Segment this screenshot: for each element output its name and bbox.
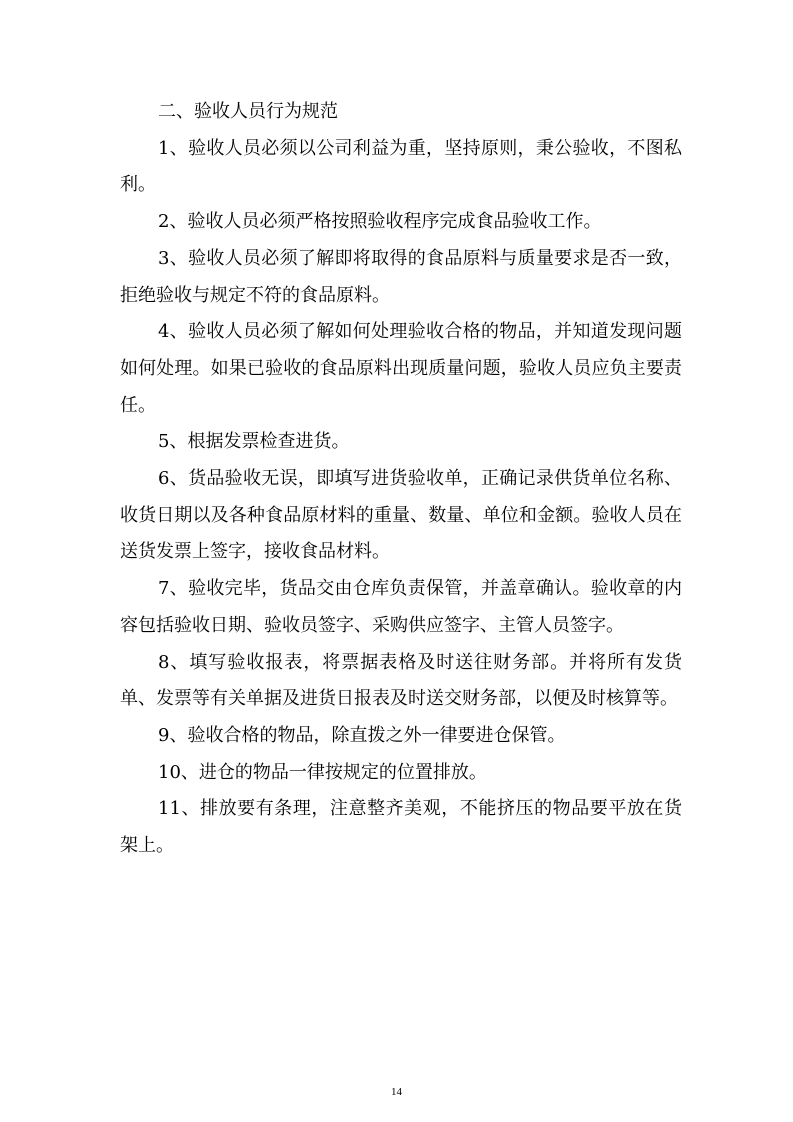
list-item-3: 3、验收人员必须了解即将取得的食品原料与质量要求是否一致，拒绝验收与规定不符的食品原料。 (120, 247, 682, 306)
list-item-1: 1、验收人员必须以公司利益为重，坚持原则，秉公验收，不图私利。 (120, 137, 682, 196)
list-item-8: 8、填写验收报表，将票据表格及时送往财务部。并将所有发货单、发票等有关单据及进货日报表及时送交财务部，以便及时核算等。 (120, 651, 682, 710)
list-item-9: 9、验收合格的物品，除直拨之外一律要进仓保管。 (158, 724, 566, 746)
list-item-10: 10、进仓的物品一律按规定的位置排放。 (158, 761, 487, 783)
page-number: 14 (391, 1086, 402, 1098)
list-item-11: 11、排放要有条理，注意整齐美观，不能挤压的物品要平放在货架上。 (120, 798, 682, 857)
list-item-5: 5、根据发票检查进货。 (158, 431, 350, 453)
list-item-2: 2、验收人员必须严格按照验收程序完成食品验收工作。 (158, 211, 602, 233)
list-item-6: 6、货品验收无误，即填写进货验收单，正确记录供货单位名称、收货日期以及各种食品原材料的重量、数量、单位和金额。验收人员在送货发票上签字，接收食品材料。 (120, 468, 682, 563)
list-item-4: 4、验收人员必须了解如何处理验收合格的物品，并知道发现问题如何处理。如果已验收的食品原料出现质量问题，验收人员应负主要责任。 (120, 321, 682, 416)
document-body (120, 94, 682, 865)
list-item-7: 7、验收完毕，货品交由仓库负责保管，并盖章确认。验收章的内容包括验收日期、验收员签字、采购供应签字、主管人员签字。 (120, 578, 682, 636)
section-heading: 二、验收人员行为规范 (158, 101, 338, 122)
